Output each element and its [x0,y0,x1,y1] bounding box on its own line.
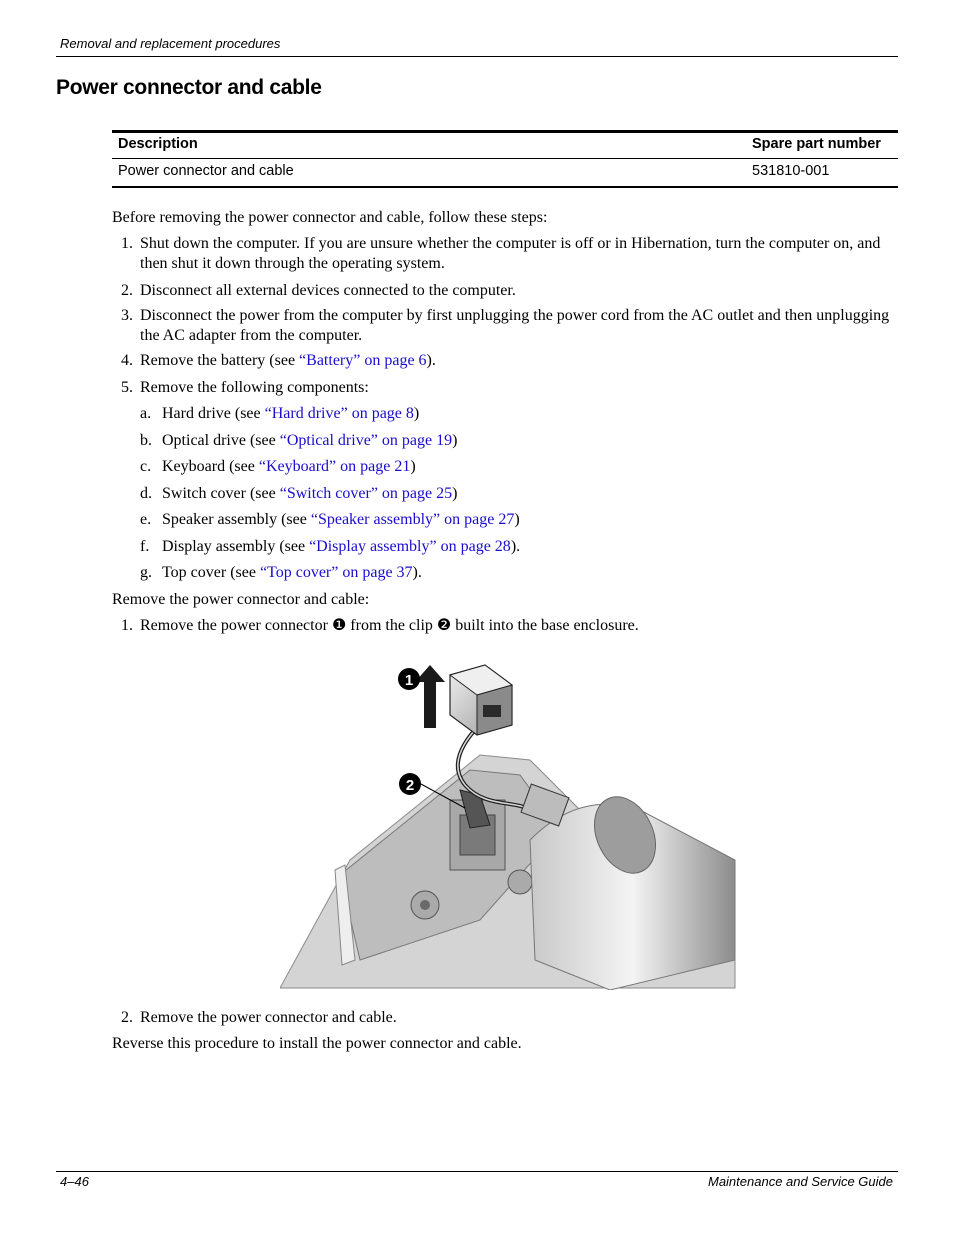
link-speaker-assembly[interactable]: “Speaker assembly” on page 27 [310,511,515,528]
cell-part-number: 531810-001 [752,163,830,179]
sub-text: Display assembly (see [162,538,310,555]
sub-text-end: ) [452,432,458,449]
sub-text-end: ) [514,511,520,528]
step-text: Disconnect all external devices connected to the computer. [140,282,516,299]
column-header-description: Description [112,132,746,159]
prep-step-1 [121,234,901,274]
page-title: Power connector and cable [56,76,322,99]
component-speaker-assembly [140,510,520,530]
step-text: Disconnect the power from the computer by first unplugging the power cord from the AC outlet and then unplugging the AC adapter from the computer. [140,307,890,344]
component-display-assembly [140,537,520,557]
footer-rule [56,1171,898,1172]
power-connector-illustration [280,660,740,990]
spare-parts-table [112,130,898,188]
intro-paragraph: Before removing the power connector and cable, follow these steps: [112,209,548,226]
component-keyboard [140,457,416,477]
remove-step-2 [121,1008,901,1028]
step-number: 4. [121,352,133,369]
link-optical-drive[interactable]: “Optical drive” on page 19 [279,432,453,449]
callout-2-label: 2 [405,777,415,794]
prep-step-2 [121,281,901,301]
sub-text-end: ). [510,538,521,555]
prep-step-5 [121,378,901,398]
step-text: Remove the power connector and cable. [140,1009,397,1026]
page-number: 4–46 [60,1174,89,1189]
sub-text: Switch cover (see [162,485,280,502]
sub-letter: f. [140,538,150,555]
component-optical-drive [140,431,457,451]
step-number: 2. [121,1009,133,1026]
prep-step-3 [121,306,901,346]
remove-step-1 [121,616,901,636]
step-number: 5. [121,379,133,396]
sub-text-end: ) [413,405,420,422]
sub-text: Speaker assembly (see [162,511,311,528]
sub-text-end: ) [410,458,416,475]
callout-1-glyph: ❶ [331,617,347,634]
prep-step-4 [121,351,901,371]
component-hard-drive [140,404,419,424]
sub-text: Optical drive (see [162,432,280,449]
link-display-assembly[interactable]: “Display assembly” on page 28 [309,538,511,555]
sub-text: Hard drive (see [162,405,265,422]
sub-letter: d. [140,485,152,502]
step-text-end: ). [426,352,436,369]
sub-letter: b. [140,432,152,449]
closing-paragraph: Reverse this procedure to install the power connector and cable. [112,1035,522,1052]
remove-intro: Remove the power connector and cable: [112,591,370,608]
sub-text-end: ). [412,564,422,581]
table-row [112,159,898,188]
step-text: Remove the power connector [140,617,332,634]
step-text-mid: from the clip [346,617,437,634]
link-keyboard[interactable]: “Keyboard” on page 21 [258,458,411,475]
sub-text: Top cover (see [162,564,260,581]
sub-letter: a. [140,405,152,422]
running-header: Removal and replacement procedures [60,36,281,51]
step-text: Remove the battery (see [140,352,300,369]
step-text: Shut down the computer. If you are unsure whether the computer is off or in Hibernation, turn the computer on, and then shut it down through the operating system. [140,235,881,272]
component-switch-cover [140,484,457,504]
callout-2-glyph: ❷ [436,617,452,634]
link-hard-drive[interactable]: “Hard drive” on page 8 [264,405,414,422]
step-text-end: built into the base enclosure. [451,617,639,634]
component-top-cover [140,563,422,583]
step-text: Remove the following components: [140,379,369,396]
header-rule [56,56,898,57]
link-battery[interactable]: “Battery” on page 6 [299,352,427,369]
sub-letter: c. [140,458,152,475]
step-number: 1. [121,235,133,252]
step-number: 2. [121,282,133,299]
step-number: 1. [121,617,133,634]
sub-text: Keyboard (see [162,458,259,475]
link-switch-cover[interactable]: “Switch cover” on page 25 [279,485,453,502]
sub-letter: e. [140,511,152,528]
cell-description: Power connector and cable [118,163,294,179]
link-top-cover[interactable]: “Top cover” on page 37 [259,564,413,581]
table-header-row [112,132,898,159]
column-header-part-number: Spare part number [746,132,898,159]
step-number: 3. [121,307,133,324]
callout-1-label: 1 [404,672,414,689]
guide-title: Maintenance and Service Guide [707,1174,893,1189]
sub-text-end: ) [452,485,458,502]
sub-letter: g. [140,564,152,581]
